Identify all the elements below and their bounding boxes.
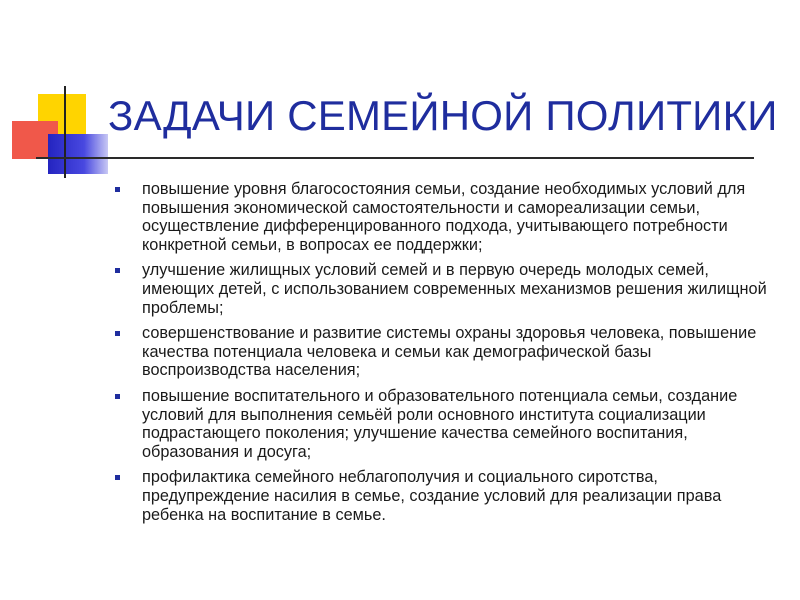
slide-title: ЗАДАЧИ СЕМЕЙНОЙ ПОЛИТИКИ [108, 92, 778, 139]
bullet-square-icon [115, 331, 120, 336]
decorative-squares-logo [0, 0, 110, 190]
list-item-text: совершенствование и развитие системы охраны здоровья человека, повышение качества потенциала человека и семьи как демографической базы воспроизводства населения; [142, 324, 757, 380]
title-underline [36, 157, 754, 159]
list-item [108, 261, 778, 317]
list-item [108, 180, 778, 254]
list-item-text: повышение воспитательного и образовательного потенциала семьи, создание условий для выполнения семьёй роли основного института социализации подрастающего поколения; улучшение качества семейного воспитания, образования и досуга; [142, 386, 738, 461]
list-item [108, 387, 778, 461]
bullet-list [108, 180, 778, 531]
list-item-text: повышение уровня благосостояния семьи, создание необходимых условий для повышения экономической самостоятельности и самореализации семьи, осуществление дифференцированного подхода, учитывающего потребности конкретной семьи, в вопросах ее поддержки; [142, 180, 746, 254]
vertical-rule [64, 86, 66, 178]
list-item-text: профилактика семейного неблагополучия и социального сиротства, предупреждение насилия в семье, создание условий для реализации права ребенка на воспитание в семье. [142, 468, 722, 524]
list-item [108, 324, 778, 380]
list-item [108, 468, 778, 524]
bullet-square-icon [115, 187, 120, 192]
bullet-square-icon [115, 475, 120, 480]
bullet-square-icon [115, 394, 120, 399]
bullet-square-icon [115, 268, 120, 273]
blue-square [48, 134, 108, 174]
list-item-text: улучшение жилищных условий семей и в первую очередь молодых семей, имеющих детей, с использованием современных механизмов решения жилищной проблемы; [142, 261, 767, 317]
